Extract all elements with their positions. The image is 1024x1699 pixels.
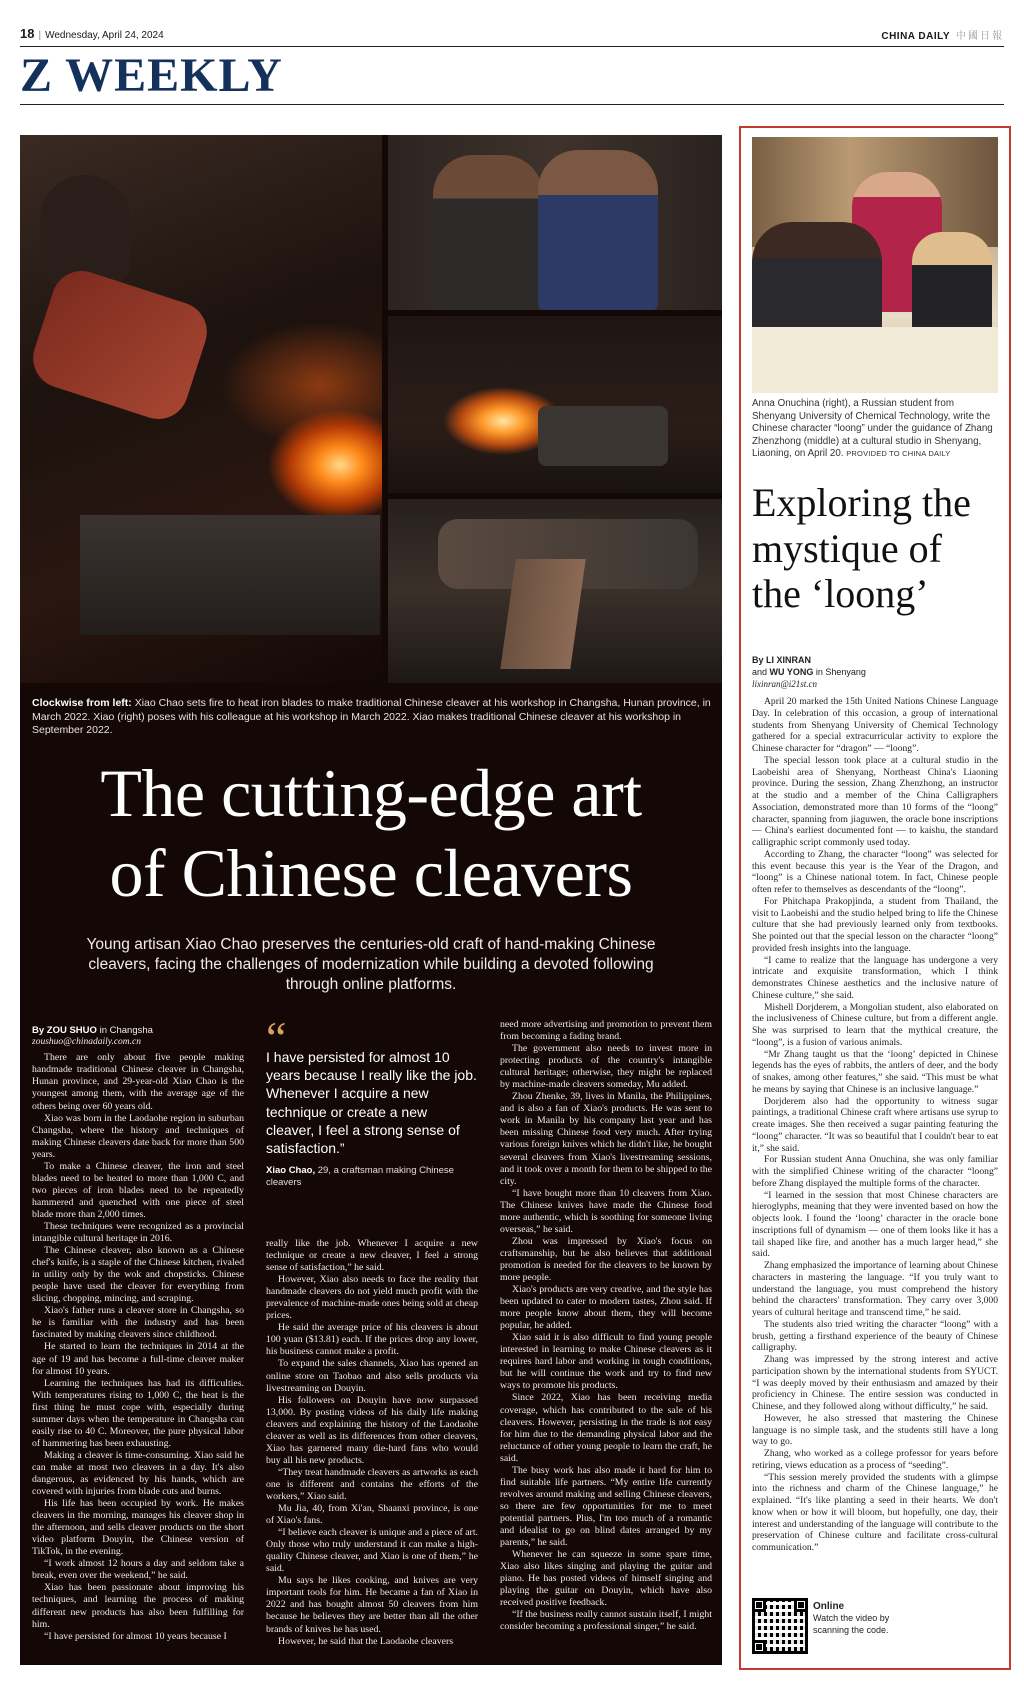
feature-column-2 [266,1238,478,1648]
student-figure [912,232,992,342]
paragraph: need more advertising and promotion to prevent them from becoming a fading brand. [500,1019,712,1043]
paragraph: He said the average price of his cleavers is about 100 yuan ($13.81) each. If the prices drop any lower, his business cannot make a profit. [266,1322,478,1358]
craftsman-figure [40,175,130,285]
byline-place: in Changsha [96,1025,153,1036]
sidebar-byline-place: in Shenyang [813,667,866,678]
paragraph: Xiao's products are very creative, and the style has been updated to cater to modern tastes, Zhou said. If more people know about them, they will become popular, he added. [500,1284,712,1332]
feature-column-1 [32,1025,244,1643]
portrait-photo [388,135,722,310]
paragraph: His life has been occupied by work. He makes cleavers in the morning, manages his cleaver shop in the afternoon, and sells cleaver products on the short video platform Douyin, the Chinese version of TikTok, in the evening. [32,1498,244,1558]
paragraph: The busy work has also made it hard for him to find suitable life partners. “My entire life currently revolves around making and selling Chinese cleavers, so there are few opportunities for me to meet potential partners. Plus, I'm too much of a romantic and idealist to go on blind dates arranged by my parents,” he said. [500,1464,712,1549]
paragraph: According to Zhang, the character “loong” was selected for this event because this year is the Year of the Dragon, and “loong” is a Chinese national totem. In fact, Chinese people often refer to themselves as descendants of the “loong”. [752,848,998,895]
photo-caption [32,697,712,738]
qr-label [813,1600,893,1636]
paragraph: Zhang, who worked as a college professor for years before retiring, views education as a process of “seeding”. [752,1448,998,1471]
paragraph: Xiao's father runs a cleaver store in Changsha, so he is familiar with the industry and has been fascinated by making cleavers since childhood. [32,1305,244,1341]
paragraph: However, he also stressed that mastering the Chinese language is no simple task, and the students still have a long way to go. [752,1412,998,1448]
paragraph: “This session merely provided the students with a glimpse into the richness and charm of the Chinese language,” he explained. “It's like planting a seed in their hearts. We don't know when or how it will bloom, but hopefully, one day, their interest and understanding of the language will contribute to the preservation of Chinese culture and facilitate cross-cultural communication.” [752,1471,998,1553]
paragraph: He started to learn the techniques in 2014 at the age of 19 and has become a full-time cleaver maker for almost 10 years. [32,1341,244,1377]
calligraphy-paper [752,327,998,393]
paragraph: For Russian student Anna Onuchina, she was only familiar with the simplified Chinese writing of the character “loong” before Zhang displayed the multiple forms of the character. [752,1154,998,1189]
page-number: 18 [20,26,35,41]
paragraph: However, Xiao also needs to face the reality that handmade cleavers do not yield much profit with the prevalence of machine-made ones being sold at cheap prices. [266,1274,478,1322]
issue-date: Wednesday, April 24, 2024 [45,30,164,41]
paragraph: “I have bought more than 10 cleavers from Xiao. The Chinese knives have made the Chinese food more authentic, which is soothing for someone living overseas,” he said. [500,1187,712,1235]
quote-speaker: Xiao Chao, [266,1165,316,1177]
quote-text: I have persisted for almost 10 years because I really like the job. Whenever I acquire a new technique or create a new cleaver, I feel a strong sense of satisfaction.” [266,1049,477,1156]
masthead [881,27,1004,42]
paragraph: “I work almost 12 hours a day and seldom take a break, even over the weekend,” he said. [32,1558,244,1582]
sidebar-author-1: By LI XINRAN [752,655,812,665]
paragraph: Xiao was born in the Laodaohe region in suburban Changsha, where the history and techniques of making Chinese cleavers date back for more than 500 years. [32,1112,244,1160]
paragraph: The government also needs to invest more in protecting products of the country's intangible cultural heritage; otherwise, they might be replaced by machine-made cleavers someday, Mu added. [500,1043,712,1091]
paragraph: Zhou Zhenke, 39, lives in Manila, the Philippines, and is also a fan of Xiao's products. He was sent to work in Manila by his company last year and has been missing Chinese food very much. After trying various foreign knives which he didn't like, he bought several cleavers from Xiao's livestreaming sessions, and it took over a month for them to be shipped to the city. [500,1091,712,1187]
feature-byline [32,1025,244,1048]
paragraph: Since 2022, Xiao has been receiving media coverage, which has contributed to the sale of his cleavers. However, persisting in the trade is not easy for him due to the demanding physical labor and the reluctance of other young people to learn the craft, he said. [500,1392,712,1464]
blade-making-photo [388,499,722,683]
forge-photo [20,135,382,683]
quote-speaker-role: 29, a craftsman making Chinese cleavers [266,1165,454,1188]
publication-name-chinese: 中國日報 [956,31,1004,42]
cleaver-blade [500,559,585,669]
paragraph: Zhou was impressed by Xiao's focus on craftsmanship, but he also believes that additional promotion is needed for the cleavers to be known by more people. [500,1235,712,1283]
paragraph: Zhang emphasized the importance of learning about Chinese characters in mastering the language. “If you truly want to understand the language, you must comprehend the history behind the characters' transformation. They carry over 3,000 years of cultural heritage and transcend time,” he said. [752,1260,998,1318]
byline-email: zoushuo@chinadaily.com.cn [32,1036,142,1047]
paragraph: Mishell Dorjderem, a Mongolian student, also elaborated on the inclusiveness of Chinese culture, but from a different angle. She was surprised to learn that the mythical creature, the “loong”, is a fusion of various animals. [752,1001,998,1048]
quote-mark-icon: “ [266,1012,287,1063]
sidebar-author-2: WU YONG [769,667,814,678]
hammering-photo [388,316,722,493]
paragraph: Making a cleaver is time-consuming. Xiao said he can make at most two cleavers in a day. It's also dangerous, as evidenced by his hands, which are covered with injuries from blade cuts and burns. [32,1449,244,1498]
qr-instructions: Watch the video by scanning the code. [813,1613,890,1635]
paragraph: The special lesson took place at a cultural studio in the Laobeishi area of Shenyang, Northeast China's Liaoning province. During the session, Zhang Zhenzhong, an instructor at the studio and a member of the China Calligraphers Association, demonstrated more than 10 forms of the “loong” character, spanning from jiaguwen, the oracle bone inscriptions — China's earliest documented font — to kaishu, the standard calligraphic script commonly used today. [752,754,998,848]
paragraph: “They treat handmade cleavers as artworks as each one is different and contains the efforts of the workers,” Xiao said. [266,1466,478,1502]
paragraph: For Phitchapa Prakopjinda, a student from Thailand, the visit to Laobeishi and the studio helped bring to life the Chinese culture that she had previously learned only from textbooks. She pointed out that the special lesson on the character “loong” provided fresh insights into the language. [752,895,998,954]
qr-code-icon[interactable] [752,1598,808,1654]
paragraph: The students also tried writing the character “loong” with a brush, getting a firsthand experience of the beauty of Chinese calligraphy. [752,1318,998,1354]
sidebar-headline: Exploring the mystique of the ‘loong’ [752,480,971,617]
paragraph: To make a Chinese cleaver, the iron and steel blades need to be heated to more than 1,000 C, and two pieces of iron blades need to be repeatedly hammered and quenched with one piece of steel blade more than 2,000 times. [32,1160,244,1220]
qr-finder [752,1640,766,1654]
paragraph: Mu says he likes cooking, and knives are very important tools for him. He became a fan of Xiao in 2022 and has bought almost 50 cleavers from him because he believes they are better than all the other brands of knives he has used. [266,1575,478,1635]
paragraph: “I learned in the session that most Chinese characters are hieroglyphs, meaning that they were invented based on how the objects look. I found the ‘loong’ character in the oracle bone inscriptions full of dynamism — one of them looks like it has a tail shaped like fire, and another has a much larger head,” she said. [752,1189,998,1260]
sidebar-byline [752,654,998,690]
paragraph: “If the business really cannot sustain itself, I might consider becoming a professional singer,” he said. [500,1609,712,1633]
paragraph: Xiao said it is also difficult to find young people interested in learning to make Chinese cleavers as it requires hard labor and working in tough conditions, but he will continue the work and try to find new ways to promote his products. [500,1332,712,1392]
paragraph: Zhang was impressed by the strong interest and active participation shown by the international students from SYUCT. “I was deeply moved by their enthusiasm and amazed by their proficiency in Chinese. The entire session was conducted in Chinese, and they followed along without difficulty,” he said. [752,1354,998,1412]
calligraphy-photo [752,137,998,393]
sidebar-body [752,696,998,1554]
sidebar-caption-text: Anna Onuchina (right), a Russian student from Shenyang University of Chemical Technology, write the Chinese character “loong” under the guidance of Zhang Zhenzhong (middle) at a cultural studio in Shenyang, Liaoning, on April 20. [752,398,993,460]
paragraph: “I have persisted for almost 10 years because I [44,1630,227,1642]
paragraph: Dorjderem also had the opportunity to witness sugar paintings, a traditional Chinese craft where artisans use syrup to create images. She then received a sugar painting featuring the “loong” character. “It was so beautiful that I couldn't bear to eat it,” she said. [752,1095,998,1154]
headline-line-2: of Chinese cleavers [109,835,633,912]
standfirst: Young artisan Xiao Chao preserves the centuries-old craft of hand-making Chinese cleavers, facing the challenges of modernization while building a devoted following through online platforms. [86,936,656,994]
paragraph: Whenever he can squeeze in some spare time, Xiao also likes singing and playing the guitar and piano. He has posted videos of himself singing and playing the guitar on Douyin, which have also received positive feedback. [500,1549,712,1609]
paragraph: Learning the techniques has had its difficulties. With temperatures rising to 1,000 C, the heat is the first thing he must cope with, especially during summer days when the temperature in Changsha can easily rise to 40 C. Moreover, the pure physical labor of hammering has been exhausting. [32,1377,244,1449]
craftsman-arm [25,263,214,427]
paragraph: His followers on Douyin have now surpassed 13,000. By posting videos of his daily life making cleavers and explaining the history of the Laodaohe cleaver as well as its differences from other cleavers, Xiao has garnered many die-hard fans who would buy all his new products. [266,1394,478,1466]
xiao-chao-figure [538,150,658,310]
headline-line-1: The cutting-edge art [100,755,642,831]
paragraph: Mu Jia, 40, from Xi'an, Shaanxi province, is one of Xiao's fans. [266,1503,478,1527]
header-divider: | [38,30,42,41]
publication-name: CHINA DAILY [881,31,950,42]
anvil [538,406,668,466]
paragraph: These techniques were recognized as a provincial intangible cultural heritage in 2016. [32,1221,244,1245]
paragraph: “I came to realize that the language has undergone a very intricate and exquisite transformation, which I think demonstrates Chinese aesthetics and the inclusive nature of Chinese culture,” she said. [752,954,998,1001]
sidebar-article [739,126,1011,1670]
paragraph: However, he said that the Laodaohe cleavers [278,1635,454,1647]
paragraph: “I believe each cleaver is unique and a piece of art. Only those who truly understand it can make a high-quality Chinese cleaver, and Xiao is one of them,” he said. [266,1527,478,1575]
paragraph: April 20 marked the 15th United Nations Chinese Language Day. In celebration of this occasion, a group of international students from Shenyang University of Chemical Technology gathered for a special extracurricular activity to explore the Chinese character for “dragon” — “loong”. [752,696,998,754]
quote-attribution [266,1165,478,1188]
photo-credit: PROVIDED TO CHINA DAILY [846,449,951,459]
page-header [20,26,1004,46]
paragraph: The Chinese cleaver, also known as a Chinese chef's knife, is a staple of the Chinese kitchen, rivaled in utility only by the wok and chopsticks. Chinese people have used the cleaver for everything from slicing, chopping, mincing, and scraping. [32,1245,244,1305]
paragraph: really like the job. Whenever I acquire a new technique or create a new cleaver, I feel a strong sense of satisfaction,” he said. [266,1238,478,1274]
paragraph: “Mr Zhang taught us that the ‘loong’ depicted in Chinese legends has the eyes of rabbits, the antlers of deer, and the body of snakes, among other features,” she said. “This must be what he means by saying that Chinese is an inclusive language.” [752,1048,998,1095]
student-figure [752,222,882,342]
feature-article [20,135,722,1665]
feature-headline [20,753,722,913]
paragraph: Xiao has been passionate about improving his techniques, and learning the process of making different new products has also been fulfilling for him. [32,1582,244,1630]
header-rule [20,46,1004,47]
paragraph: There are only about five people making handmade traditional Chinese cleaver in Changsha, Hunan province, and 29-year-old Xiao Chao is the youngest among them, with the average age of the others being over 60 years old. [32,1052,244,1112]
paragraph: To expand the sales channels, Xiao has opened an online store on Taobao and also sells products via livestreaming on Douyin. [266,1358,478,1394]
sidebar-photo-caption [752,398,998,461]
feature-column-3 [500,1019,712,1633]
pull-quote [266,1012,478,1188]
section-title: Z WEEKLY [20,49,283,102]
section-rule [20,104,1004,105]
byline-author: By ZOU SHUO [32,1025,97,1036]
qr-finder [794,1598,808,1612]
byline-conjunction: and [752,667,770,678]
qr-title: Online [813,1601,845,1612]
colleague-figure [433,155,543,310]
caption-lead: Clockwise from left: [32,697,132,709]
forge-bed [80,515,380,635]
caption-text: Xiao Chao sets fire to heat iron blades to make traditional Chinese cleaver at his workshop in Changsha, Hunan province, in March 2022. Xiao (right) poses with his colleague at his workshop in March 2022. Xiao makes traditional Chinese cleaver at his workshop in September 2022. [32,697,711,737]
qr-finder [752,1598,766,1612]
sidebar-byline-email: lixinran@i21st.cn [752,679,818,690]
